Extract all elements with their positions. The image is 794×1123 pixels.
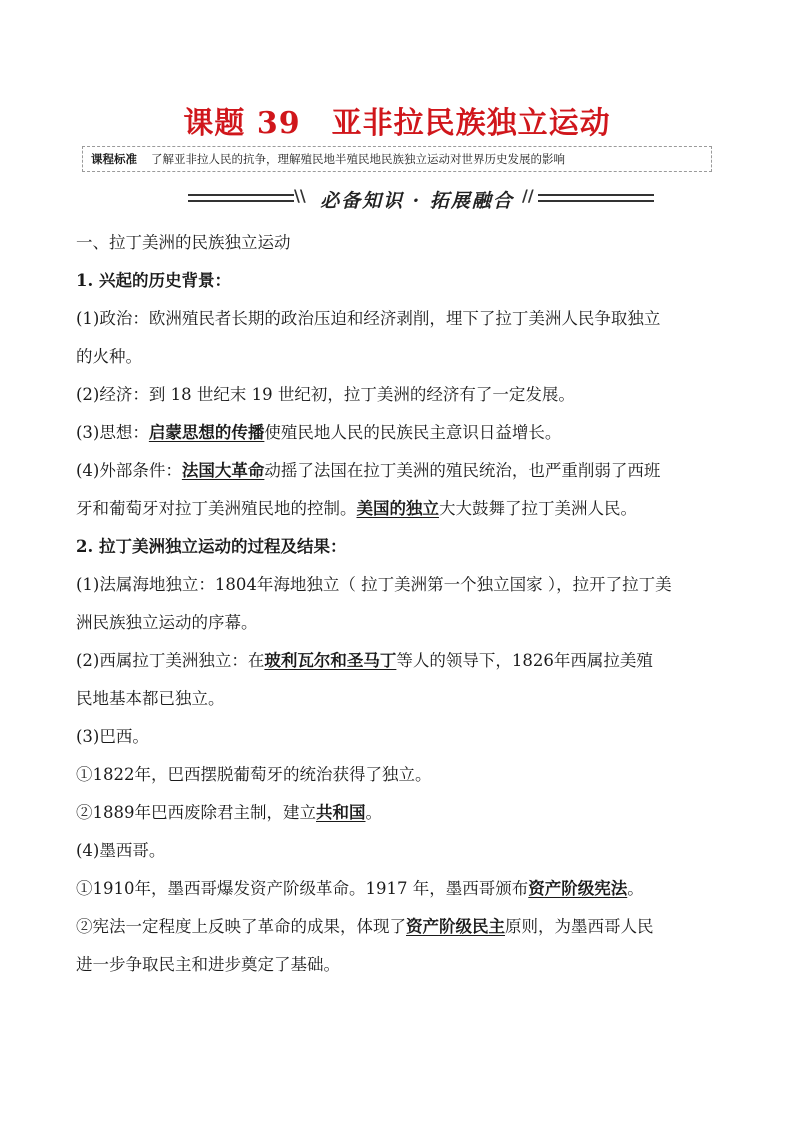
text-segment: 等人的领导下，1826年西属拉美殖 [396, 651, 653, 670]
text-segment: 的火种。 [76, 347, 142, 366]
text-segment: (2)经济：到 18 世纪末 19 世纪初，拉丁美洲的经济有了一定发展。 [76, 385, 575, 404]
text-segment: 2. 拉丁美洲独立运动的过程及结果： [76, 537, 347, 556]
key-term: 玻利瓦尔和圣马丁 [264, 651, 397, 670]
text-segment: (1)法属海地独立：1804年海地独立（ 拉丁美洲第一个独立国家 ），拉开了拉丁美 [76, 575, 672, 594]
text-line [76, 566, 726, 604]
text-line [76, 262, 726, 300]
text-segment: (3)巴西。 [76, 727, 149, 746]
text-line [76, 224, 726, 262]
text-segment: (2)西属拉丁美洲独立：在 [76, 651, 265, 670]
curriculum-standard-label: 课程标准 [91, 152, 137, 166]
text-line [76, 908, 726, 946]
key-term: 美国的独立 [356, 499, 439, 518]
text-segment: 进一步争取民主和进步奠定了基础。 [76, 955, 340, 974]
text-segment: (3)思想： [76, 423, 149, 442]
banner-double-line-right [538, 194, 654, 202]
text-segment: ②1889年巴西废除君主制，建立 [76, 803, 316, 822]
banner-double-line-left [188, 194, 294, 202]
text-line [76, 756, 726, 794]
text-segment: 大大鼓舞了拉丁美洲人民。 [439, 499, 637, 518]
text-segment: 。 [627, 879, 644, 898]
text-line [76, 414, 726, 452]
text-line [76, 718, 726, 756]
text-segment: (4)墨西哥。 [76, 841, 166, 860]
text-segment: 使殖民地人民的民族民主意识日益增长。 [264, 423, 562, 442]
text-segment: 1. 兴起的历史背景： [76, 271, 231, 290]
key-term: 启蒙思想的传播 [148, 423, 265, 442]
text-line [76, 452, 726, 490]
key-term: 法国大革命 [181, 461, 265, 480]
text-line [76, 794, 726, 832]
text-segment: 洲民族独立运动的序幕。 [76, 613, 258, 632]
text-segment: 。 [365, 803, 382, 822]
key-term: 资产阶级民主 [406, 917, 505, 936]
document-body [76, 224, 726, 984]
curriculum-standard-box [82, 146, 712, 172]
text-segment: 民地基本都已独立。 [76, 689, 225, 708]
text-segment: ②宪法一定程度上反映了革命的成果，体现了 [76, 917, 406, 936]
key-term: 资产阶级宪法 [528, 879, 628, 898]
curriculum-standard-text: 了解亚非拉人民的抗争，理解殖民地半殖民地民族独立运动对世界历史发展的影响 [151, 152, 565, 166]
text-line [76, 680, 726, 718]
page-title: 课题 39 亚非拉民族独立运动 [183, 106, 611, 141]
section-banner-title: 必备知识 · 拓展融合 [320, 190, 514, 212]
text-segment: 牙和葡萄牙对拉丁美洲殖民地的控制。 [76, 499, 357, 518]
text-segment: ①1910年，墨西哥爆发资产阶级革命。1917 年，墨西哥颁布 [76, 879, 529, 898]
text-segment: 一、拉丁美洲的民族独立运动 [76, 233, 291, 252]
section-banner [0, 186, 794, 216]
banner-slashes-right: // [522, 186, 534, 205]
text-line [76, 528, 726, 566]
text-segment: (1)政治：欧洲殖民者长期的政治压迫和经济剥削，埋下了拉丁美洲人民争取独立 [76, 309, 661, 328]
text-segment: 动摇了法国在拉丁美洲的殖民统治，也严重削弱了西班 [264, 461, 661, 480]
text-line [76, 338, 726, 376]
text-segment: ①1822年，巴西摆脱葡萄牙的统治获得了独立。 [76, 765, 432, 784]
text-line [76, 946, 726, 984]
text-line [76, 642, 726, 680]
banner-slashes-left: \\ [294, 186, 306, 205]
text-line [76, 376, 726, 414]
text-line [76, 604, 726, 642]
text-line [76, 832, 726, 870]
text-line [76, 490, 726, 528]
text-segment: (4)外部条件： [76, 461, 182, 480]
text-line [76, 870, 726, 908]
key-term: 共和国 [316, 803, 366, 822]
text-segment: 原则，为墨西哥人民 [505, 917, 654, 936]
text-line [76, 300, 726, 338]
